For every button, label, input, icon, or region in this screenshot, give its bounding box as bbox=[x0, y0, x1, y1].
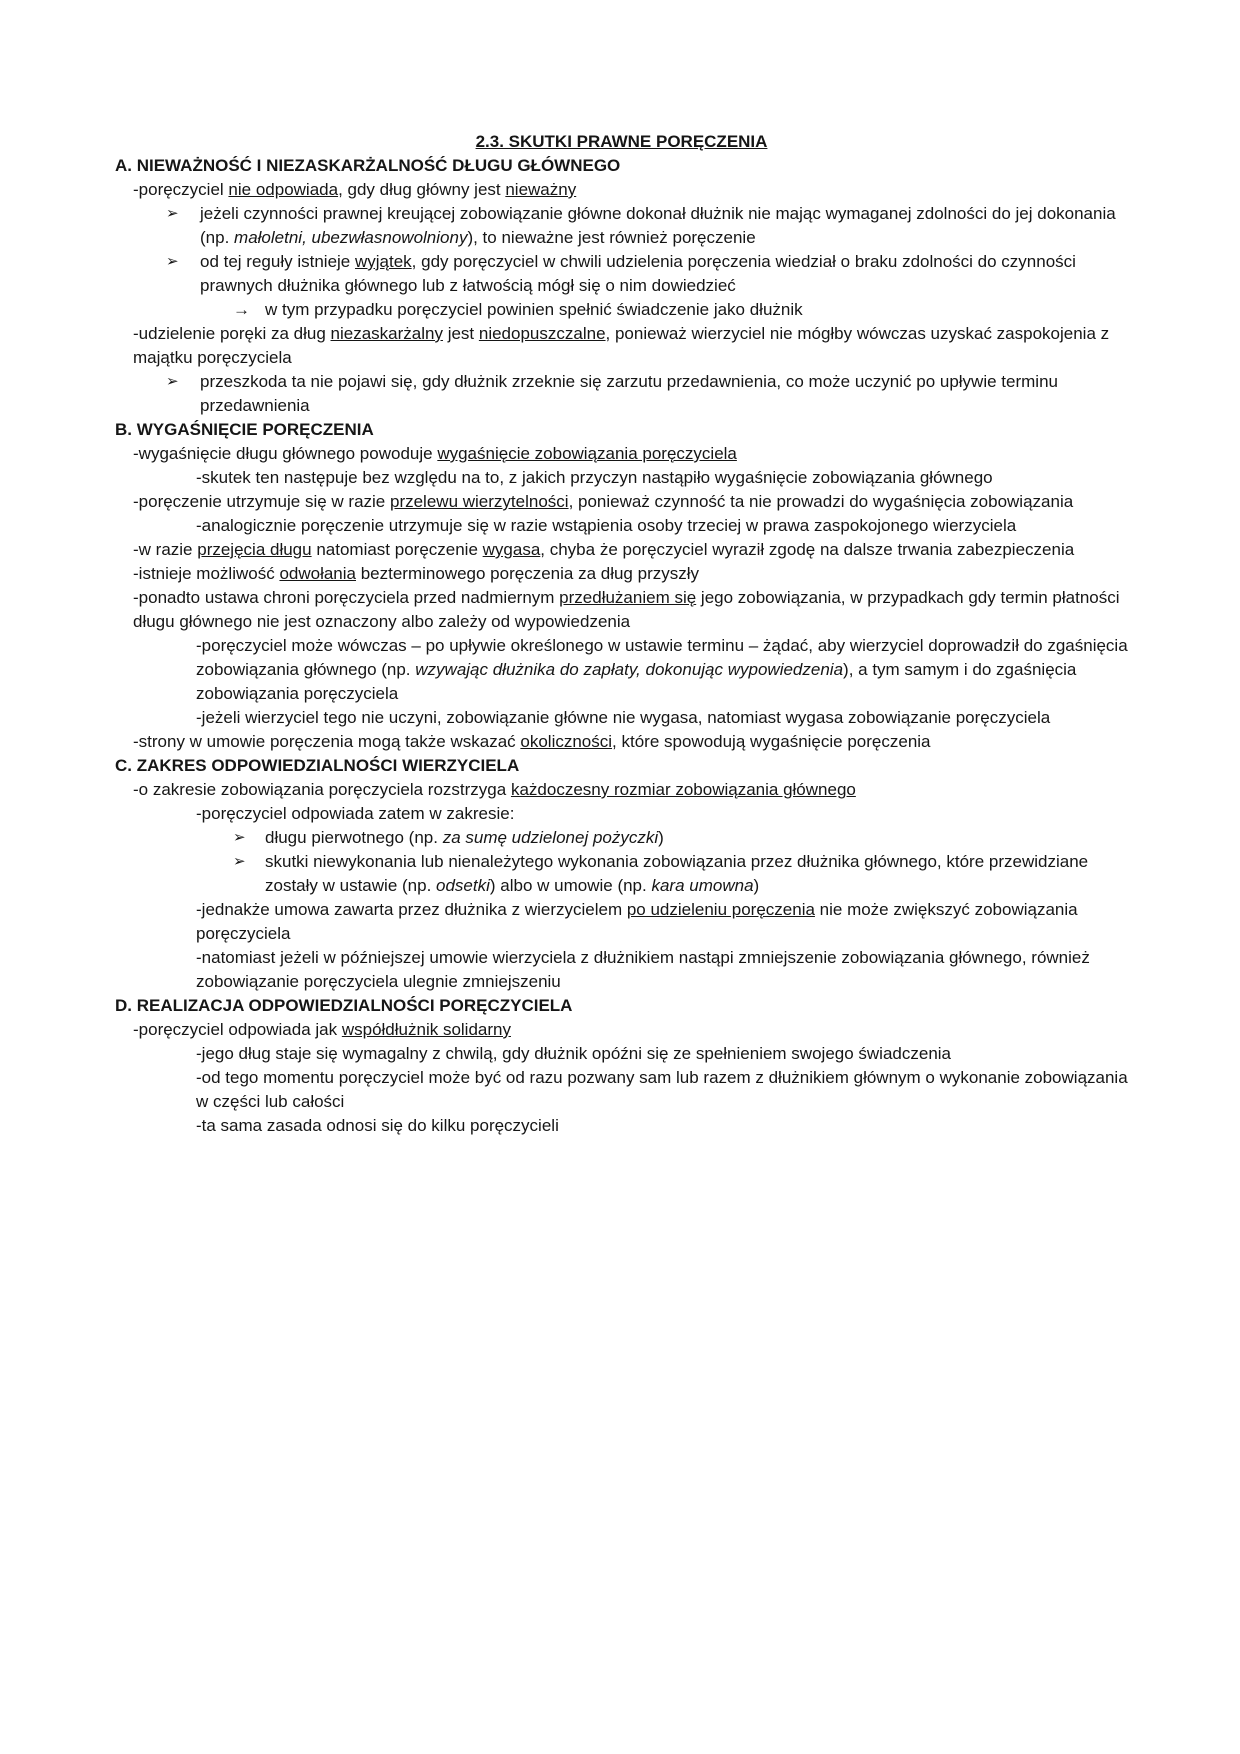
paragraph bbox=[196, 898, 1128, 946]
text-segment: -natomiast jeżeli w późniejszej umowie wierzyciela z dłużnikiem nastąpi zmniejszenie zobowiązania głównego, również zobowiązanie poręczyciela ulegnie zmniejszeniu bbox=[196, 948, 1090, 991]
underlined-text: okoliczności bbox=[520, 732, 613, 751]
paragraph bbox=[133, 1042, 1128, 1066]
text-segment: , chyba że poręczyciel wyraził zgodę na dalsze trwania zabezpieczenia bbox=[540, 540, 1075, 559]
text-segment: bezterminowego poręczenia za dług przyszły bbox=[356, 564, 700, 583]
text-segment: -poręczyciel odpowiada jak bbox=[133, 1020, 342, 1039]
paragraph bbox=[196, 634, 1128, 706]
text-segment: od tej reguły istnieje bbox=[200, 252, 355, 271]
text-segment: -poręczyciel bbox=[133, 180, 229, 199]
text-segment: -ponadto ustawa chroni poręczyciela przed nadmiernym bbox=[133, 588, 560, 607]
text-segment: jeżeli czynności prawnej kreującej zobowiązanie główne dokonał dłużnik nie mając wymaganej zdolności do jej dokonania (np. bbox=[200, 204, 1116, 247]
text-segment: , ponieważ wierzyciel nie mógłby wówczas uzyskać zaspokojenia z majątku poręczyciela bbox=[133, 324, 1110, 367]
underlined-text: współdłużnik solidarny bbox=[341, 1020, 511, 1039]
paragraph bbox=[133, 778, 1128, 802]
text-segment: ), to nieważne jest również poręczenie bbox=[467, 228, 756, 247]
text-segment: -w razie bbox=[133, 540, 198, 559]
document-body bbox=[115, 154, 1128, 1138]
paragraph bbox=[196, 1066, 1128, 1114]
text-segment: -istnieje możliwość bbox=[133, 564, 280, 583]
text-segment: ), a tym samym i do zgaśnięcia zobowiązania poręczyciela bbox=[196, 660, 1077, 703]
underlined-text: wygaśnięcie zobowiązania poręczyciela bbox=[437, 444, 737, 463]
paragraph bbox=[133, 178, 1128, 202]
underlined-text: wyjątek bbox=[354, 252, 412, 271]
document-title: 2.3. SKUTKI PRAWNE PORĘCZENIA bbox=[475, 132, 768, 151]
text-segment: ) bbox=[753, 876, 760, 895]
italic-text: odsetki bbox=[436, 876, 490, 895]
underlined-text: przelewu wierzytelności bbox=[389, 492, 569, 511]
italic-text: małoletni, ubezwłasnowolniony bbox=[234, 228, 468, 247]
list-item bbox=[233, 850, 1128, 898]
paragraph bbox=[196, 1114, 1128, 1138]
list-item bbox=[166, 202, 1128, 250]
text-segment: -poręczyciel może wówczas – po upływie określonego w ustawie terminu – żądać, aby wierzyciel doprowadził do zgaśnięcia zobowiązania głównego (np. bbox=[196, 636, 1128, 679]
text-segment: w tym przypadku poręczyciel powinien spełnić świadczenie jako dłużnik bbox=[265, 300, 803, 319]
paragraph bbox=[133, 538, 1128, 562]
list-item bbox=[233, 826, 1128, 850]
text-segment: przeszkoda ta nie pojawi się, gdy dłużnik zrzeknie się zarzutu przedawnienia, co może uczynić po upływie terminu przedawnienia bbox=[200, 372, 1058, 415]
text-segment: -poręczenie utrzymuje się w razie bbox=[133, 492, 390, 511]
section-heading: D. REALIZACJA ODPOWIEDZIALNOŚCI PORĘCZYCIELA bbox=[115, 996, 573, 1015]
text-segment: -jego dług staje się wymagalny z chwilą, gdy dłużnik opóźni się ze spełnieniem swojego świadczenia bbox=[196, 1044, 952, 1063]
text-segment: ) bbox=[658, 828, 664, 847]
underlined-text: przejęcia długu bbox=[197, 540, 312, 559]
list-item-text bbox=[200, 370, 1128, 418]
paragraph bbox=[133, 1018, 1128, 1042]
list-item-text bbox=[200, 202, 1128, 250]
text-segment: natomiast poręczenie bbox=[311, 540, 483, 559]
text-segment: -jednakże umowa zawarta przez dłużnika z wierzycielem bbox=[196, 900, 627, 919]
triangle-bullet-icon: ➢ bbox=[233, 829, 246, 846]
text-segment: ) albo w umowie (np. bbox=[489, 876, 652, 895]
paragraph bbox=[133, 514, 1128, 538]
paragraph bbox=[133, 466, 1128, 490]
italic-text: kara umowna bbox=[651, 876, 754, 895]
triangle-bullet-icon: ➢ bbox=[166, 373, 179, 390]
underlined-text: wygasa bbox=[482, 540, 541, 559]
triangle-bullet-icon: ➢ bbox=[166, 253, 179, 270]
triangle-bullet-icon: ➢ bbox=[233, 853, 246, 870]
text-segment: -wygaśnięcie długu głównego powoduje bbox=[133, 444, 438, 463]
paragraph bbox=[133, 322, 1128, 370]
text-segment: nie może zwiększyć zobowiązania poręczyciela bbox=[196, 900, 1078, 943]
underlined-text: odwołania bbox=[279, 564, 356, 583]
text-segment: jest bbox=[442, 324, 479, 343]
text-segment: jego zobowiązania, w przypadkach gdy termin płatności długu głównego nie jest oznaczony albo zależy od wypowiedzenia bbox=[133, 588, 1120, 631]
arrow-bullet-icon: → bbox=[233, 300, 250, 319]
list-item bbox=[233, 298, 1128, 322]
text-segment: -strony w umowie poręczenia mogą także wskazać bbox=[133, 732, 521, 751]
text-segment: długu pierwotnego (np. bbox=[265, 828, 443, 847]
list-item-text bbox=[265, 298, 1128, 322]
text-segment: -od tego momentu poręczyciel może być od razu pozwany sam lub razem z dłużnikiem głównym o wykonanie zobowiązania w części lub całości bbox=[196, 1068, 1128, 1111]
underlined-text: nie odpowiada bbox=[228, 180, 339, 199]
triangle-bullet-icon: ➢ bbox=[166, 205, 179, 222]
list-item bbox=[166, 370, 1128, 418]
list-item-text bbox=[265, 850, 1128, 898]
underlined-text: niezaskarżalny bbox=[330, 324, 443, 343]
text-segment: -udzielenie poręki za dług bbox=[133, 324, 331, 343]
underlined-text: niedopuszczalne bbox=[478, 324, 606, 343]
list-item bbox=[166, 250, 1128, 298]
underlined-text: przedłużaniem się bbox=[559, 588, 697, 607]
section-heading: A. NIEWAŻNOŚĆ I NIEZASKARŻALNOŚĆ DŁUGU GŁÓWNEGO bbox=[115, 156, 621, 175]
paragraph bbox=[196, 946, 1128, 994]
paragraph bbox=[133, 442, 1128, 466]
text-segment: -skutek ten następuje bez względu na to, z jakich przyczyn nastąpiło wygaśnięcie zobowiązania głównego bbox=[196, 468, 993, 487]
underlined-text: po udzieleniu poręczenia bbox=[626, 900, 815, 919]
text-segment: -ta sama zasada odnosi się do kilku poręczycieli bbox=[196, 1116, 559, 1135]
text-segment: -o zakresie zobowiązania poręczyciela rozstrzyga bbox=[133, 780, 511, 799]
paragraph bbox=[133, 490, 1128, 514]
italic-text: za sumę udzielonej pożyczki bbox=[442, 828, 659, 847]
text-segment: , które spowodują wygaśnięcie poręczenia bbox=[612, 732, 931, 751]
paragraph bbox=[133, 730, 1128, 754]
list-item-text bbox=[200, 250, 1128, 298]
list-item-text bbox=[265, 826, 1128, 850]
paragraph bbox=[196, 706, 1128, 730]
text-segment: skutki niewykonania lub nienależytego wykonania zobowiązania przez dłużnika głównego, które przewidziane zostały w ustawie (np. bbox=[265, 852, 1089, 895]
section-heading: B. WYGAŚNIĘCIE PORĘCZENIA bbox=[115, 420, 374, 439]
text-segment: -jeżeli wierzyciel tego nie uczyni, zobowiązanie główne nie wygasa, natomiast wygasa zobowiązanie poręczyciela bbox=[196, 708, 1051, 727]
text-segment: , gdy dług główny jest bbox=[338, 180, 506, 199]
text-segment: , gdy poręczyciel w chwili udzielenia poręczenia wiedział o braku zdolności do czynności prawnych dłużnika głównego lub z łatwością mógł się o nim dowiedzieć bbox=[200, 252, 1076, 295]
text-segment: , ponieważ czynność ta nie prowadzi do wygaśnięcia zobowiązania bbox=[568, 492, 1074, 511]
paragraph bbox=[196, 802, 1128, 826]
section-heading: C. ZAKRES ODPOWIEDZIALNOŚCI WIERZYCIELA bbox=[115, 756, 520, 775]
paragraph bbox=[133, 586, 1128, 634]
italic-text: wzywając dłużnika do zapłaty, dokonując wypowiedzenia bbox=[415, 660, 844, 679]
underlined-text: nieważny bbox=[505, 180, 577, 199]
paragraph bbox=[133, 562, 1128, 586]
text-segment: -poręczyciel odpowiada zatem w zakresie: bbox=[196, 804, 515, 823]
text-segment: -analogicznie poręczenie utrzymuje się w razie wstąpienia osoby trzeciej w prawa zaspokojonego wierzyciela bbox=[196, 516, 1017, 535]
underlined-text: każdoczesny rozmiar zobowiązania głównego bbox=[510, 780, 856, 799]
